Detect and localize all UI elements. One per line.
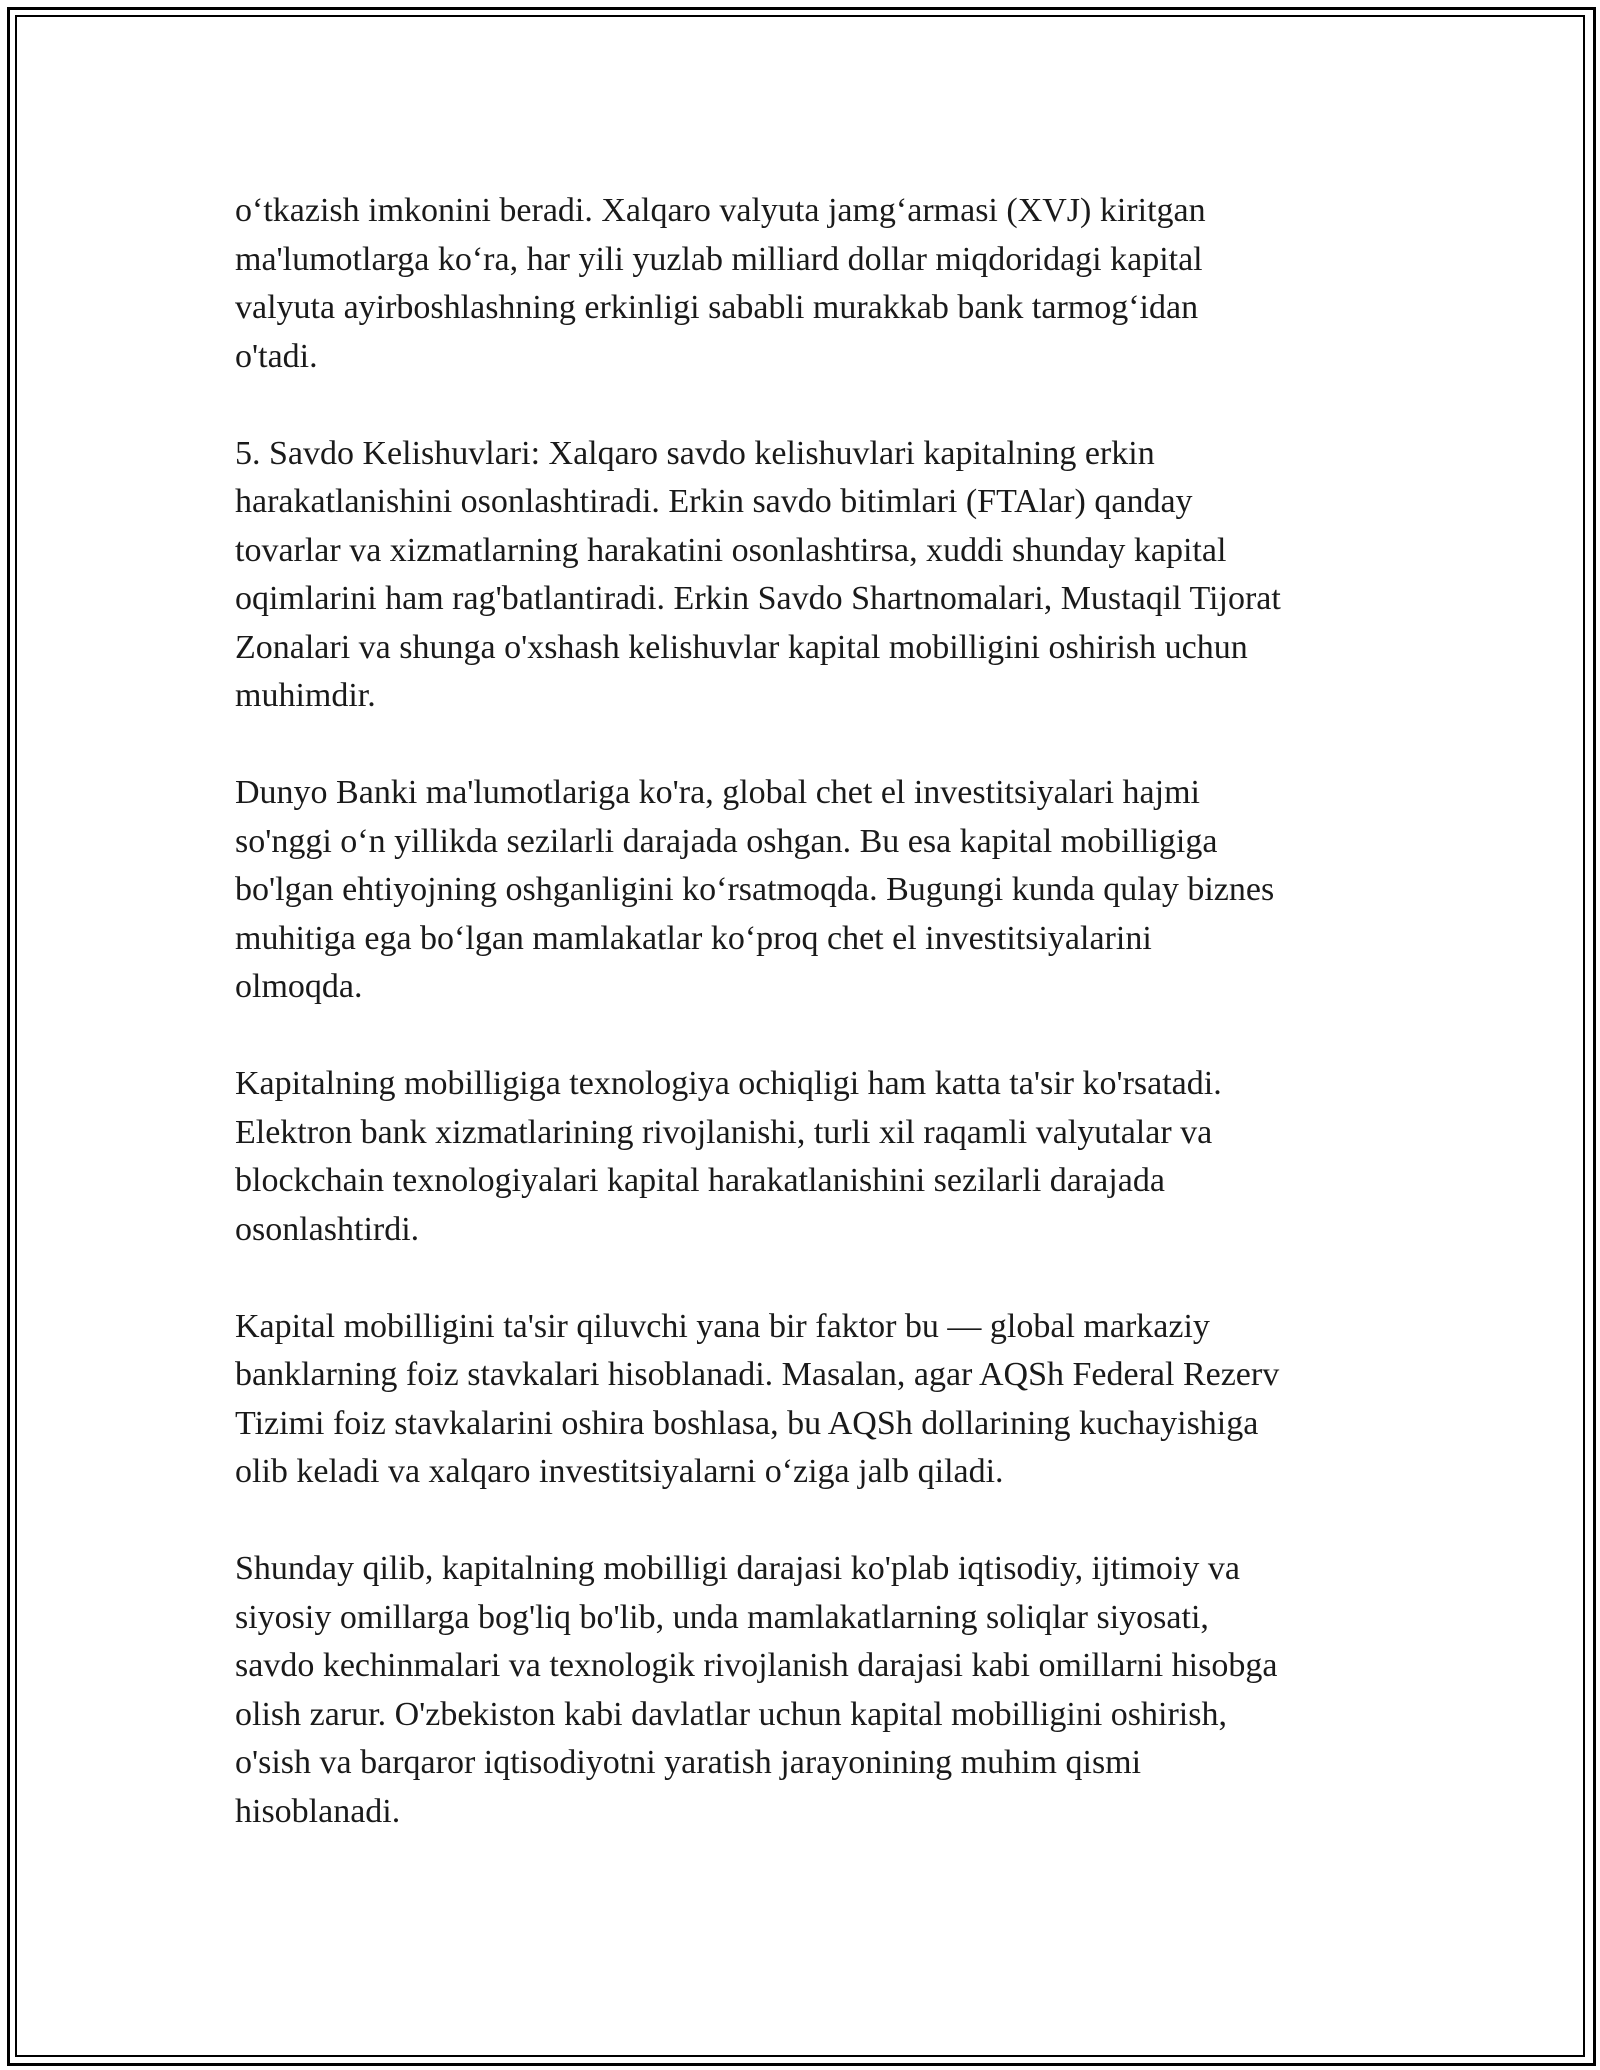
- text-line: blockchain texnologiyalari kapital harakatlanishini sezilarli darajada: [235, 1162, 1165, 1199]
- paragraph-technology: [235, 1060, 1395, 1254]
- text-line: muhitiga ega bo‘lgan mamlakatlar ko‘proq chet el investitsiyalarini: [235, 919, 1152, 957]
- text-line: harakatlanishini osonlashtiradi. Erkin savdo bitimlari (FTAlar) qanday: [235, 483, 1193, 520]
- text-line: o'sish va barqaror iqtisodiyotni yaratish jarayonining muhim qismi: [235, 1744, 1142, 1781]
- text-line: savdo kechinmalari va texnologik rivojlanish darajasi kabi omillarni hisobga: [235, 1647, 1278, 1684]
- text-line: o'tadi.: [235, 337, 318, 375]
- text-line: tovarlar va xizmatlarning harakatini osonlashtirsa, xuddi shunday kapital: [235, 531, 1227, 569]
- text-line: Tizimi foiz stavkalarini oshira boshlasa, bu AQSh dollarining kuchayishiga: [235, 1404, 1259, 1442]
- paragraph-currency-exchange: [235, 187, 1395, 381]
- text-line: Kapital mobilligini ta'sir qiluvchi yana bir faktor bu — global markaziy: [235, 1307, 1210, 1345]
- paragraph-conclusion: [235, 1545, 1395, 1836]
- paragraph-interest-rates: [235, 1303, 1395, 1497]
- text-line: Kapitalning mobilligiga texnologiya ochiqligi ham katta ta'sir ko'rsatadi.: [235, 1065, 1222, 1102]
- text-line: Dunyo Banki ma'lumotlariga ko'ra, global chet el investitsiyalari hajmi: [235, 774, 1200, 811]
- text-line: osonlashtirdi.: [235, 1210, 420, 1248]
- text-line: oqimlarini ham rag'batlantiradi. Erkin Savdo Shartnomalari, Mustaqil Tijorat: [235, 580, 1281, 617]
- text-line: Elektron bank xizmatlarining rivojlanishi, turli xil raqamli valyutalar va: [235, 1113, 1213, 1151]
- text-line: banklarning foiz stavkalari hisoblanadi. Masalan, agar AQSh Federal Rezerv: [235, 1356, 1280, 1393]
- text-line: hisoblanadi.: [235, 1792, 401, 1830]
- paragraph-trade-agreements: [235, 430, 1395, 721]
- text-line: olish zarur. O'zbekiston kabi davlatlar uchun kapital mobilligini oshirish,: [235, 1695, 1227, 1733]
- text-line: Zonalari va shunga o'xshash kelishuvlar kapital mobilligini oshirish uchun: [235, 628, 1248, 666]
- text-line: valyuta ayirboshlashning erkinligi sababli murakkab bank tarmog‘idan: [235, 289, 1199, 326]
- text-line: 5. Savdo Kelishuvlari: Xalqaro savdo kelishuvlari kapitalning erkin: [235, 434, 1155, 472]
- text-line: bo'lgan ehtiyojning oshganligini ko‘rsatmoqda. Bugungi kunda qulay biznes: [235, 871, 1275, 908]
- text-line: o‘tkazish imkonini beradi. Xalqaro valyuta jamg‘armasi (XVJ) kiritgan: [235, 192, 1206, 229]
- document-body: [235, 187, 1395, 1885]
- text-line: Shunday qilib, kapitalning mobilligi darajasi ko'plab iqtisodiy, ijtimoiy va: [235, 1550, 1240, 1587]
- text-line: olib keladi va xalqaro investitsiyalarni o‘ziga jalb qiladi.: [235, 1453, 1004, 1490]
- text-line: ma'lumotlarga ko‘ra, har yili yuzlab milliard dollar miqdoridagi kapital: [235, 240, 1203, 278]
- text-line: siyosiy omillarga bog'liq bo'lib, unda mamlakatlarning soliqlar siyosati,: [235, 1598, 1209, 1636]
- text-line: muhimdir.: [235, 677, 376, 714]
- text-line: so'nggi o‘n yillikda sezilarli darajada oshgan. Bu esa kapital mobilligiga: [235, 822, 1218, 860]
- paragraph-world-bank: [235, 769, 1395, 1012]
- text-line: olmoqda.: [235, 968, 363, 1005]
